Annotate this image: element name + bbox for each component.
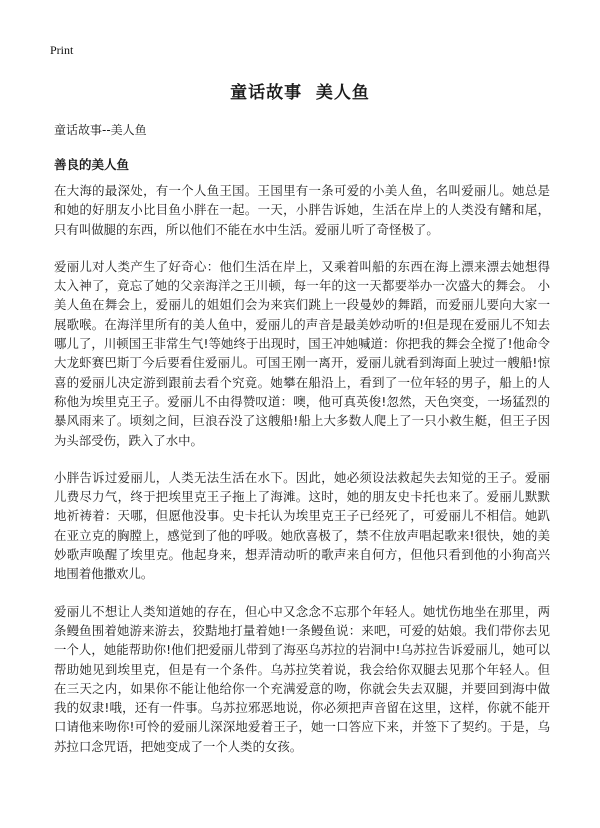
story-paragraph: 爱丽儿不想让人类知道她的存在，但心中又念念不忘那个年轻人。她忧伤地坐在那里，两条鳗鱼围着她游来游去，狡黠地打量着她!一条鳗鱼说：来吧，可爱的姑娘。我们带你去见一个人，她能帮助你!他们把爱丽儿带到了海巫乌苏拉的岩洞中!乌苏拉告诉爱丽儿，她可以帮助她见到埃里克，但是有一个条件。乌苏拉笑着说，我会给你双腿去见那个年轻人。但在三天之内，如果你不能让他给你一个充满爱意的吻，你就会失去双腿，并要回到海中做我的奴隶!哦，还有一件事。乌苏拉邪恶地说，你必须把声音留在这里，这样，你就不能开口请他来吻你!可怜的爱丽儿深深地爱着王子，她一口答应下来，并签下了契约。于是，乌苏拉口念咒语，把她变成了一个人类的女孩。 [54,603,550,754]
story-paragraph: 小胖告诉过爱丽儿，人类无法生活在水下。因此，她必须设法救起失去知觉的王子。爱丽儿费尽力气，终于把埃里克王子拖上了海滩。这时，她的朋友史卡托也来了。爱丽儿默默地祈祷着：天哪，但愿他没事。史卡托认为埃里克王子已经死了，可爱丽儿不相信。她趴在亚立克的胸膛上，感觉到了他的呼吸。她欣喜极了，禁不住放声唱起歌来!很快，她的美妙歌声唤醒了埃里克。他起身来，想弄清动听的歌声来自何方，但他只看到他的小狗高兴地围着他撒欢儿。 [54,469,550,582]
print-link[interactable]: Print [50,43,74,57]
story-paragraph: 在大海的最深处，有一个人鱼王国。王国里有一条可爱的小美人鱼，名叫爱丽儿。她总是和她的好朋友小比目鱼小胖在一起。一天，小胖告诉她，生活在岸上的人类没有鳍和尾，只有叫做腿的东西，所以他们不能在水中生活。爱丽儿听了奇怪极了。 [54,183,550,237]
section-heading: 善良的美人鱼 [54,157,130,172]
story-paragraph: 爱丽儿对人类产生了好奇心：他们生活在岸上，又乘着叫船的东西在海上漂来漂去她想得太入神了，竟忘了她的父亲海洋之王川顿，每一年的这一天都要举办一次盛大的舞会。 小美人鱼在舞会上，爱丽儿的姐姐们会为来宾们跳上一段曼妙的舞蹈，而爱丽儿要向大家一展歌喉。在海洋里所有的美人鱼中，爱丽儿的声音是最美妙动听的!但是现在爱丽儿不知去哪儿了，川顿国王非常生气!等她终于出现时，国王冲她喊道：你把我的舞会全搅了!他命令大龙虾赛巴斯丁今后要看住爱丽儿。可国王刚一离开，爱丽儿就看到海面上驶过一艘船!惊喜的爱丽儿决定游到跟前去看个究竟。她攀在船沿上，看到了一位年轻的男子，船上的人称他为埃里克王子。爱丽儿不由得赞叹道：噢，他可真英俊!忽然，天色突变，一场猛烈的暴风雨来了。顷刻之间，巨浪吞没了这艘船!船上大多数人爬上了一只小救生艇，但王子因为头部受伤，跌入了水中。 [54,258,550,448]
story-body [54,181,550,774]
page-title: 童话故事 美人鱼 [230,83,370,103]
breadcrumb: 童话故事--美人鱼 [54,123,147,137]
